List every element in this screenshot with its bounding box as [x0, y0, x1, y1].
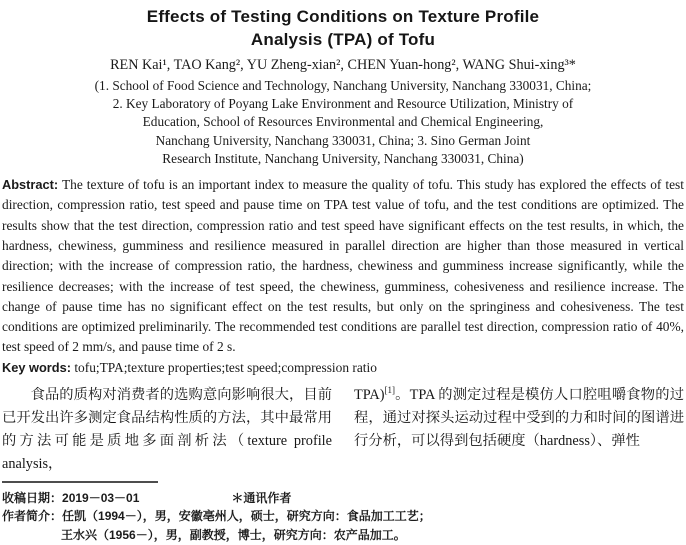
citation-ref-superscript: [1] — [384, 385, 395, 396]
footnote-received-line — [2, 489, 684, 507]
affiliation-line-4: Nanchang University, Nanchang 330031, China; 3. Sino German Joint — [155, 132, 531, 148]
author-bio-ren-kai: 任凯（1994－），男，安徽亳州人，硕士，研究方向：食品加工工艺； — [62, 509, 431, 524]
affiliation-line-5: Research Institute, Nanchang University, Nanchang 330031, China) — [162, 150, 524, 166]
paper-title — [2, 5, 684, 51]
affiliations-block — [2, 77, 684, 168]
author-bio-label: 作者简介： — [2, 509, 63, 524]
author-bio-wang-shuixing: 王水兴（1956－），男，副教授，博士，研究方向：农产品加工。 — [61, 527, 406, 542]
right-column-text: 。TPA 的测定过程是模仿人口腔咀嚼食物的过程，通过对探头运动过程中受到的力和时间的图谱进行分析，可以得到包括硬度（hardness）、弹性 — [354, 386, 684, 449]
keywords-label: Key words: — [2, 359, 71, 375]
abstract-paragraph — [2, 175, 684, 358]
right-column-paragraph — [354, 384, 684, 476]
two-column-body — [2, 384, 684, 476]
received-date-value: 2019－03－01 — [62, 490, 140, 505]
corresponding-author-note: ＊通讯作者 — [231, 490, 292, 505]
left-column-paragraph: 食品的质构对消费者的选购意向影响很大，目前已开发出许多测定食品结构性质的方法，其中最常用的方法可能是质地多面剖析法（texture profile analysis， — [2, 386, 332, 472]
footnote-block — [2, 481, 684, 544]
authors-line: REN Kai¹, TAO Kang², YU Zheng-xian², CHEN Yuan-hong², WANG Shui-xing³* — [110, 57, 576, 73]
received-date-label: 收稿日期： — [2, 490, 63, 505]
footnote-bio-line-1 — [2, 507, 684, 525]
abstract-text: The texture of tofu is an important index to measure the quality of tofu. This study has explored the effects of test direction, compression ratio, test speed and pause time on TPA test value of tofu, and the test conditions are optimized. The results show that the test direction, compression ratio and test speed have significant effects on the test results, in which, the hardness, chewiness, gumminess and resilience measured in parallel direction are higher than those measured in vertical direction; with the increase of compression ratio, the hardness, chewiness and gumminess increase significantly, while the resilience decreases; with the increase of test speed, the chewiness, gumminess, cohesiveness and resilience increase. The change of pause time has no significant effect on the test results, but only on the springiness and cohesiveness. The test conditions are optimized preliminarily. The recommended test conditions are parallel test direction, compression ratio of 40%, test speed of 2 mm/s, and pause time of 2 s. — [2, 177, 684, 355]
keywords-text: tofu;TPA;texture properties;test speed;compression ratio — [70, 359, 377, 375]
affiliation-line-3: Education, School of Resources Environmental and Chemical Engineering, — [142, 114, 544, 130]
affiliation-line-2: 2. Key Laboratory of Poyang Lake Environment and Resource Utilization, Ministry of — [112, 96, 574, 112]
keywords-line — [2, 358, 684, 378]
title-line-1: Effects of Testing Conditions on Texture Profile — [146, 7, 540, 26]
right-column-pre: TPA) — [354, 386, 385, 403]
affiliation-line-1: (1. School of Food Science and Technology, Nanchang University, Nanchang 330031, China; — [94, 78, 592, 93]
footnote-bio-line-2 — [2, 526, 684, 544]
footnote-separator-rule — [2, 481, 158, 483]
title-line-2: Analysis (TPA) of Tofu — [250, 30, 436, 49]
abstract-label: Abstract: — [2, 177, 59, 193]
